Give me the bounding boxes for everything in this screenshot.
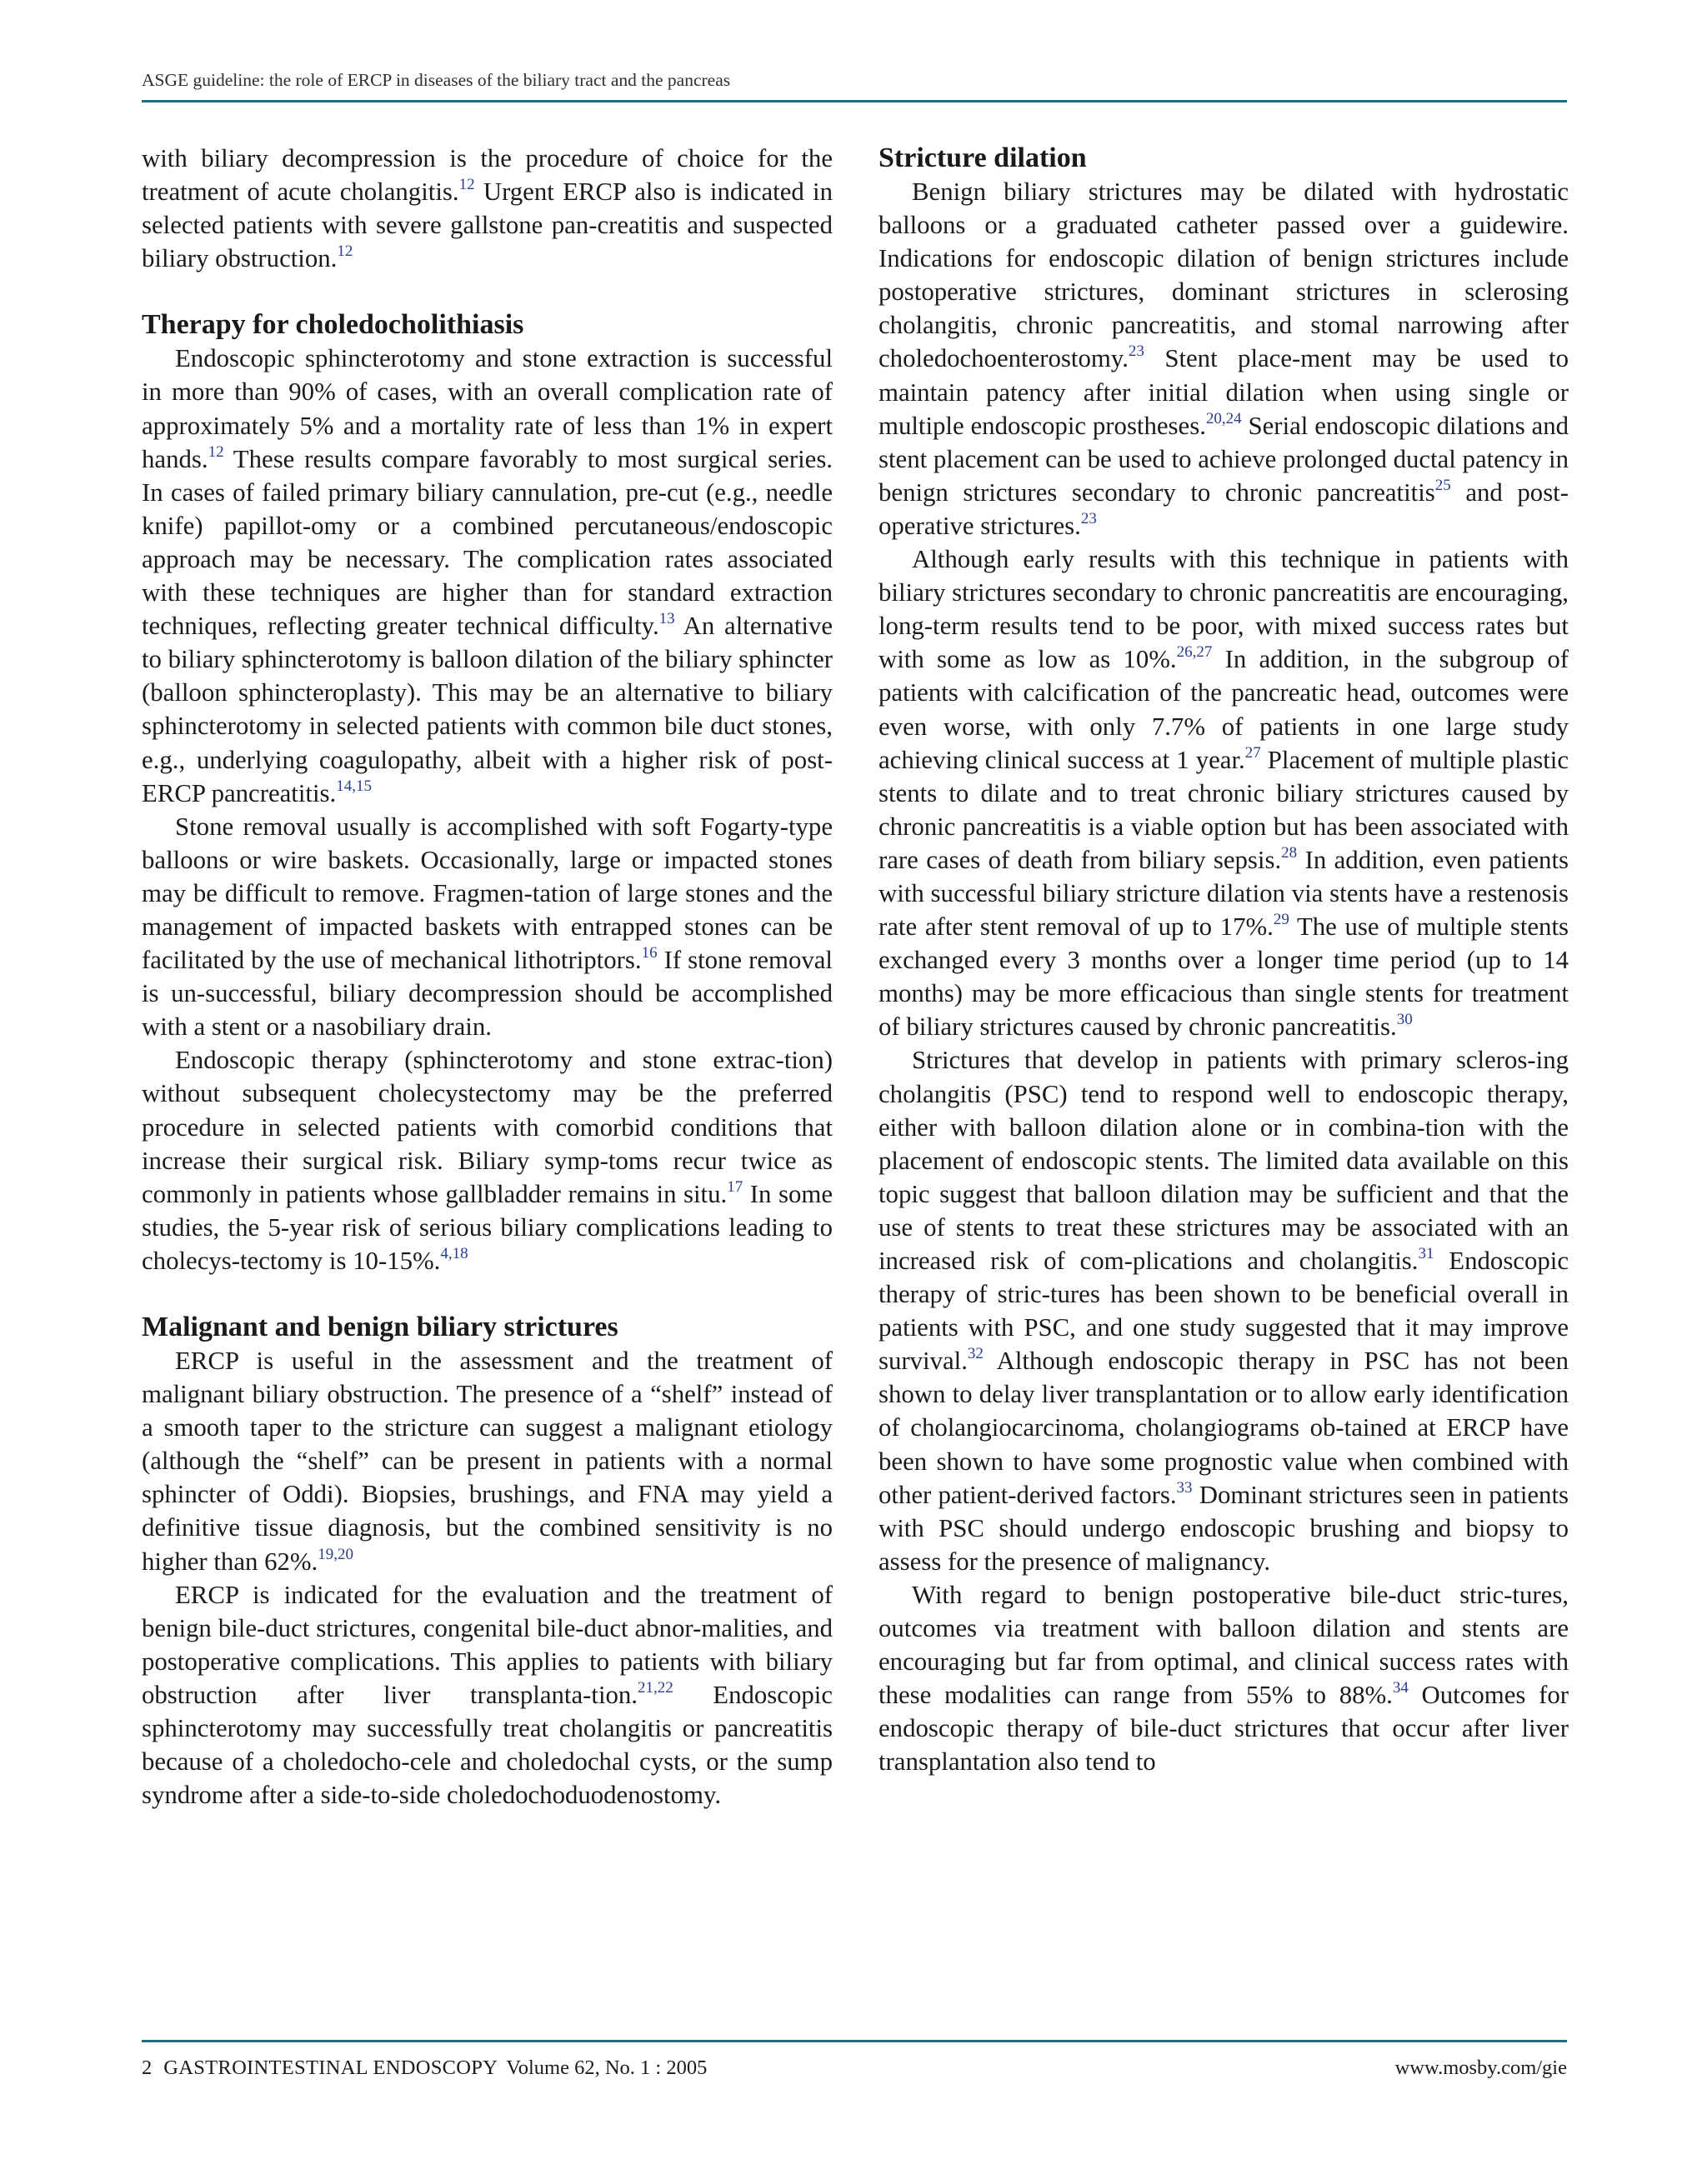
paragraph: Strictures that develop in patients with primary scleros-ing cholangitis (PSC) tend to respond well to endoscopic therapy, either with balloon dilation alone or in combina-tion with the placement of endoscopic stents. The limited data available on this topic suggest that balloon dilation may be sufficient and that the use of stents to treat these strictures may be associated with an increased risk of com-plications and cholangitis.$^{31}$ Endoscopic therapy of stric-tures has been shown to be beneficial overall in patients with PSC, and one study suggested that it may improve survival.$^{32}$ Although endoscopic therapy in PSC has not been shown to delay liver transplantation or to allow early identification of cholangiocarcinoma, cholangiograms ob-tained at ERCP have been shown to have some prognostic value when combined with other patient-derived factors.$^{33}$ Dominant strictures seen in patients with PSC should undergo endoscopic brushing and biopsy to assess for the presence of malignancy.: [879, 1046, 1569, 1576]
paragraph-continuation: with biliary decompression is the procedure of choice for the treatment of acute cholangitis.$^{12}$ Urgent ERCP also is indicated in selected patients with severe gallstone pan-creatitis and suspected biliary obstruction.$^{12}$: [142, 144, 833, 273]
paragraph: Benign biliary strictures may be dilated with hydrostatic balloons or a graduated catheter passed over a guidewire. Indications for endoscopic dilation of benign strictures include postoperative strictures, dominant strictures in sclerosing cholangitis, chronic pancreatitis, and stomal narrowing after choledochoenterostomy.$^{23}$ Stent place-ment may be used to maintain patency after initial dilation when using single or multiple endoscopic prostheses.$^{20,24}$ Serial endoscopic dilations and stent placement can be used to achieve prolonged ductal patency in benign strictures secondary to chronic pancreatitis$^{25}$ and post-operative strictures.$^{23}$: [879, 177, 1569, 540]
citation-ref: 28: [1281, 843, 1298, 862]
volume-info: Volume 62, No. 1 : 2005: [506, 2057, 708, 2079]
citation-ref: 21,22: [638, 1678, 673, 1697]
citation-ref: 25: [1434, 476, 1451, 494]
citation-ref: 23: [1128, 342, 1144, 361]
journal-url[interactable]: www.mosby.com/gie: [1394, 2057, 1567, 2079]
section-heading-stricture-dilation: Stricture dilation: [879, 142, 1087, 173]
citation-ref: 34: [1392, 1679, 1409, 1697]
citation-ref: 4,18: [440, 1244, 468, 1262]
section-heading-choledocholithiasis: Therapy for choledocholithiasis: [142, 309, 524, 341]
citation-ref: 31: [1418, 1245, 1434, 1262]
left-column: [142, 142, 833, 1812]
citation-ref: 19,20: [318, 1545, 353, 1563]
citation-ref: 13: [658, 610, 675, 628]
journal-name: GASTROINTESTINAL ENDOSCOPY: [163, 2057, 498, 2079]
citation-ref: 14,15: [336, 777, 372, 795]
citation-ref: 12: [458, 176, 475, 194]
citation-ref: 30: [1396, 1011, 1413, 1029]
citation-ref: 20,24: [1205, 409, 1242, 427]
citation-ref: 23: [1080, 509, 1097, 527]
paragraph: ERCP is indicated for the evaluation and the treatment of benign bile-duct strictures, congenital bile-duct abnor-malities, and postoperative complications. This applies to patients with biliary obstruction after liver transplanta-tion.$^{21,22}$ Endoscopic sphincterotomy may successfully treat cholangitis or pancreatitis because of a choledocho-cele and choledochal cysts, or the sump syndrome after a side-to-side choledochoduodenostomy.: [142, 1580, 833, 1810]
running-head: ASGE guideline: the role of ERCP in diseases of the biliary tract and the pancreas: [142, 70, 731, 90]
paragraph: Stone removal usually is accomplished with soft Fogarty-type balloons or wire baskets. Occasionally, large or impacted stones may be difficult to remove. Fragmen-tation of large stones and the management of impacted baskets with entrapped stones can be facilitated by the use of mechanical lithotriptors.$^{16}$ If stone removal is un-successful, biliary decompression should be accomplished with a stent or a nasobiliary drain.: [142, 812, 833, 1042]
paragraph: Endoscopic therapy (sphincterotomy and stone extrac-tion) without subsequent cholecystectomy may be the preferred procedure in selected patients with comorbid conditions that increase their surgical risk. Biliary symp-toms recur twice as commonly in patients whose gallbladder remains in situ.$^{17}$ In some studies, the 5-year risk of serious biliary complications leading to cholecys-tectomy is 10-15%.$^{4,18}$: [142, 1046, 833, 1275]
citation-ref: 26,27: [1176, 643, 1213, 662]
page-number: 2: [142, 2057, 153, 2079]
page-footer: [142, 2057, 1567, 2087]
citation-ref: 17: [727, 1177, 743, 1196]
citation-ref: 12: [208, 442, 224, 461]
section-heading-biliary-strictures: Malignant and benign biliary strictures: [142, 1312, 618, 1342]
paragraph: Although early results with this technique in patients with biliary strictures secondary to chronic pancreatitis are encouraging, long-term results tend to be poor, with mixed success rates but with some as low as 10%.$^{26,27}$ In addition, in the subgroup of patients with calcification of the pancreatic head, outcomes were even worse, with only 7.7% of patients in one large study achieving clinical success at 1 year.$^{27}$ Placement of multiple plastic stents to dilate and to treat chronic biliary strictures caused by chronic pancreatitis is a viable option but has been associated with rare cases of death from biliary sepsis.$^{28}$ In addition, even patients with successful biliary stricture dilation via stents have a restenosis rate after stent removal of up to 17%.$^{29}$ The use of multiple stents exchanged every 3 months over a longer time period (up to 14 months) may be more efficacious than single stents for treatment of biliary strictures caused by chronic pancreatitis.$^{30}$: [879, 545, 1569, 1042]
citation-ref: 27: [1244, 743, 1261, 762]
paragraph: Endoscopic sphincterotomy and stone extraction is successful in more than 90% of cases, with an overall complication rate of approximately 5% and a mortality rate of less than 1% in expert hands.$^{12}$ These results compare favorably to most surgical series. In cases of failed primary biliary cannulation, pre-cut (e.g., needle knife) papillot-omy or a combined percutaneous/endoscopic approach may be necessary. The complication rates associated with these techniques are higher than for standard extraction techniques, reflecting greater technical difficulty.$^{13}$ An alternative to biliary sphincterotomy is balloon dilation of the biliary sphincter (balloon sphincteroplasty). This may be an alternative to biliary sphincterotomy in selected patients with common bile duct stones, e.g., underlying coagulopathy, albeit with a higher risk of post-ERCP pancreatitis.$^{14,15}$: [142, 344, 833, 807]
paragraph: ERCP is useful in the assessment and the treatment of malignant biliary obstruction. The presence of a “shelf” instead of a smooth taper to the stricture can suggest a malignant etiology (although the “shelf” can be present in patients with a normal sphincter of Oddi). Biopsies, brushings, and FNA may yield a definitive tissue diagnosis, but the combined sensitivity is no higher than 62%.$^{19,20}$: [142, 1347, 833, 1576]
citation-ref: 16: [641, 944, 658, 962]
citation-ref: 12: [337, 242, 353, 261]
right-column: [879, 142, 1569, 1779]
paragraph: With regard to benign postoperative bile-duct stric-tures, outcomes via treatment with balloon dilation and stents are encouraging but far from optimal, and clinical success rates with these modalities can range from 55% to 88%.$^{34}$ Outcomes for endoscopic therapy of bile-duct strictures that occur after liver transplantation also tend to: [879, 1580, 1569, 1777]
footer-rule: [142, 2040, 1567, 2042]
citation-ref: 32: [967, 1345, 984, 1363]
header-rule: [142, 100, 1567, 102]
citation-ref: 33: [1176, 1478, 1193, 1497]
citation-ref: 29: [1273, 911, 1289, 929]
